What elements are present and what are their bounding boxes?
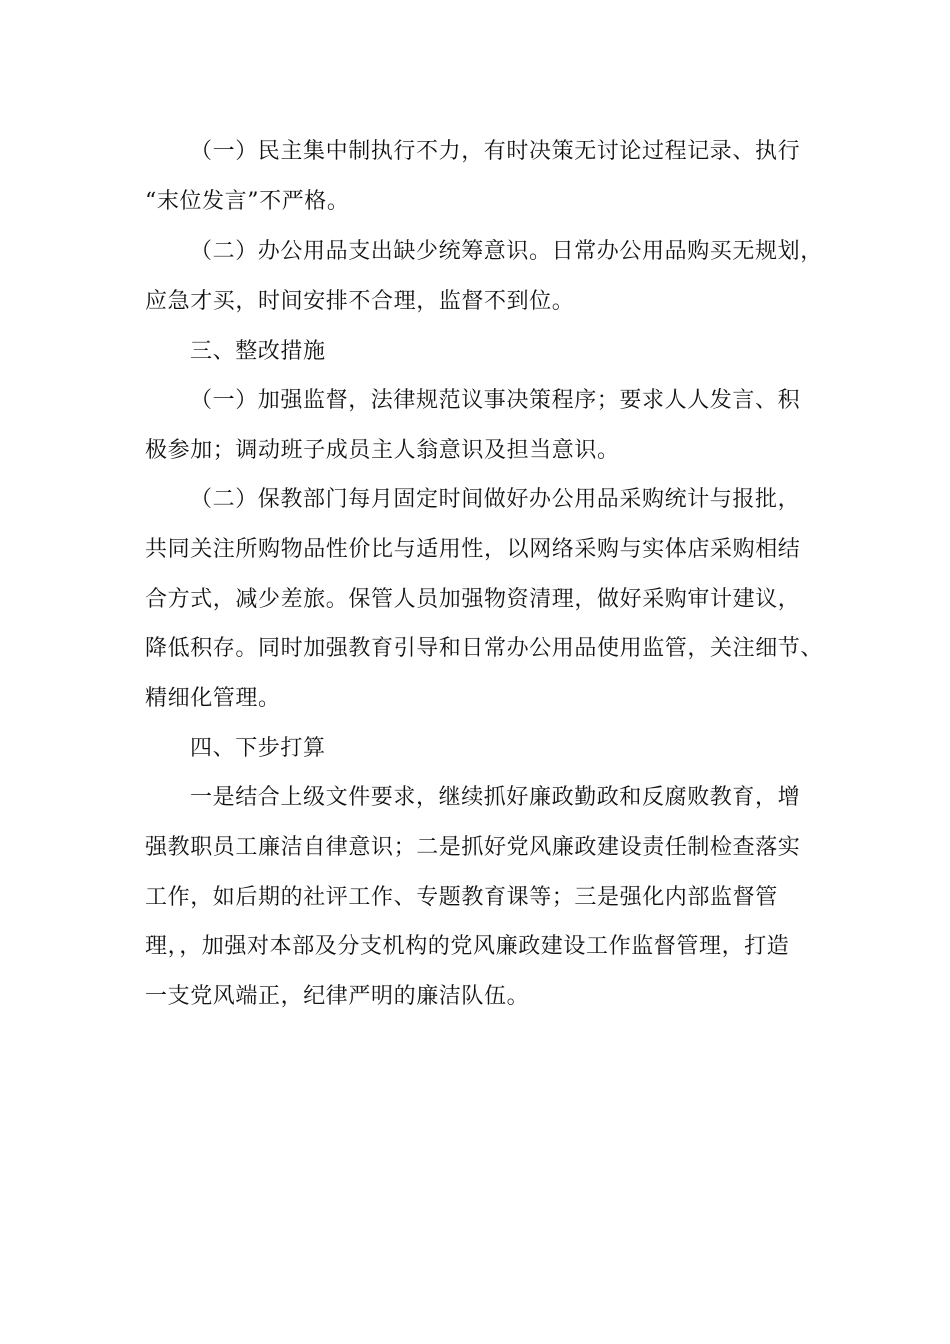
paragraph-2-line-2: 应急才买，时间安排不合理，监督不到位。 <box>145 289 575 314</box>
paragraph-5-line-1: 一是结合上级文件要求，继续抓好廉政勤政和反腐败教育，增 <box>190 785 801 810</box>
paragraph-5-line-2: 强教职员工廉洁自律意识；二是抓好党风廉政建设责任制检查落实 <box>145 835 801 860</box>
section-heading-3: 三、整改措施 <box>190 339 326 364</box>
section-heading-4: 四、下步打算 <box>190 736 326 761</box>
paragraph-5-line-5: 一支党风端正，纪律严明的廉洁队伍。 <box>145 984 530 1009</box>
paragraph-2-line-1: （二）办公用品支出缺少统筹意识。日常办公用品购买无规划， <box>190 239 823 264</box>
paragraph-3-line-1: （一）加强监督，法律规范议事决策程序；要求人人发言、积 <box>190 388 801 413</box>
paragraph-4-line-4: 降低积存。同时加强教育引导和日常办公用品使用监管，关注细节、 <box>145 636 824 661</box>
paragraph-4-line-3: 合方式，减少差旅。保管人员加强物资清理，做好采购审计建议， <box>145 587 801 612</box>
paragraph-5-line-4: 理，，加强对本部及分支机构的党风廉政建设工作监督管理，打造 <box>145 934 790 959</box>
paragraph-4-line-5: 精细化管理。 <box>145 686 281 711</box>
paragraph-4-line-1: （二）保教部门每月固定时间做好办公用品采购统计与报批， <box>190 487 801 512</box>
paragraph-4-line-2: 共同关注所购物品性价比与适用性，以网络采购与实体店采购相结 <box>145 537 801 562</box>
paragraph-1-line-1: （一）民主集中制执行不力，有时决策无讨论过程记录、执行 <box>190 139 801 164</box>
paragraph-5-line-3: 工作，如后期的社评工作、专题教育课等；三是强化内部监督管 <box>145 885 778 910</box>
paragraph-3-line-2: 极参加；调动班子成员主人翁意识及担当意识。 <box>145 438 620 463</box>
paragraph-1-line-2: “末位发言”不严格。 <box>145 189 350 214</box>
